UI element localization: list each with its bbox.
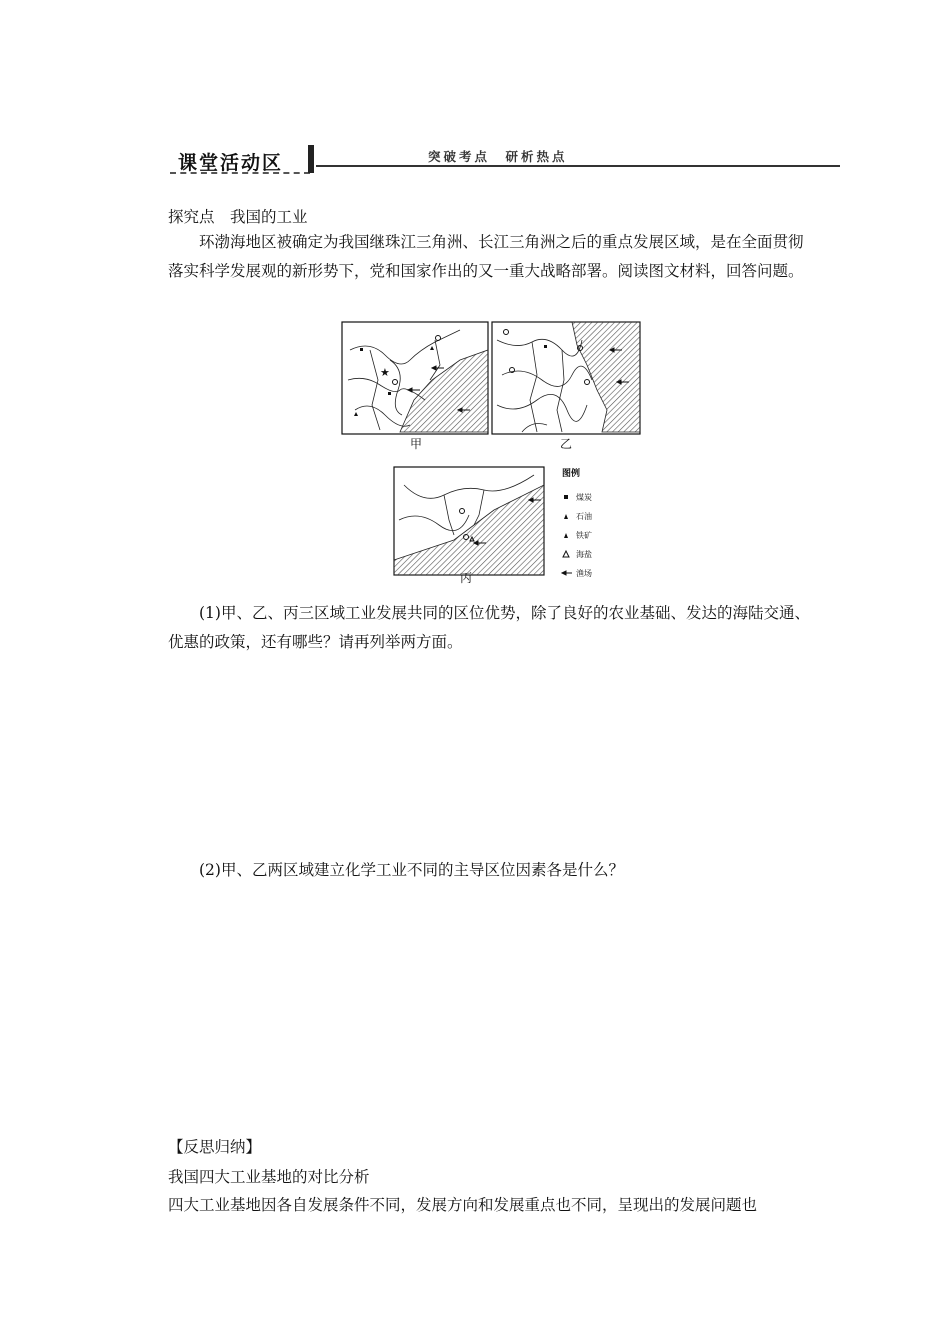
map-yi: [492, 322, 640, 434]
question-2: (2)甲、乙两区域建立化学工业不同的主导区位因素各是什么？: [199, 861, 624, 879]
summary-subheading: 我国四大工业基地的对比分析: [168, 1168, 370, 1186]
oil-icon: [564, 514, 568, 519]
svg-text:★: ★: [380, 366, 390, 379]
legend-item-salt: 海盐: [576, 550, 592, 559]
legend-item-coal: 煤炭: [576, 493, 592, 502]
banner-rule: [316, 165, 840, 167]
map-label-yi: 乙: [560, 437, 573, 451]
section-banner: [170, 143, 840, 177]
banner-dashed-underline: [170, 172, 310, 174]
summary-body: 四大工业基地因各自发展条件不同，发展方向和发展重点也不同，呈现出的发展问题也: [168, 1196, 758, 1214]
section-heading: 探究点 我国的工业: [168, 208, 308, 226]
legend-item-fishery: 渔场: [576, 569, 592, 578]
map-jia: [342, 322, 488, 434]
legend-title: 图例: [562, 469, 581, 479]
map-bing: [394, 467, 544, 575]
iron-ore-icon: [564, 533, 568, 538]
sea-salt-icon: [563, 551, 569, 557]
maps-svg: [340, 320, 650, 585]
banner-divider-bar: [308, 145, 314, 173]
legend-item-oil: 石油: [576, 512, 592, 521]
map-label-jia: 甲: [410, 437, 423, 451]
summary-heading: 【反思归纳】: [168, 1138, 262, 1156]
map-legend: [562, 467, 592, 578]
banner-title: 课堂活动区: [178, 152, 284, 174]
legend-item-iron: 铁矿: [576, 531, 592, 540]
map-label-bing: 丙: [460, 571, 473, 585]
fishery-icon: [562, 571, 572, 575]
coal-icon: [564, 495, 568, 499]
maps-figure: [340, 320, 650, 585]
banner-subtitle: 突破考点 研析热点: [428, 149, 568, 164]
section-intro: 环渤海地区被确定为我国继珠江三角洲、长江三角洲之后的重点发展区域，是在全面贯彻落实科学发展观的新形势下，党和国家作出的又一重大战略部署。阅读图文材料，回答问题。: [168, 233, 804, 280]
question-1: (1)甲、乙、丙三区域工业发展共同的区位优势，除了良好的农业基础、发达的海陆交通、优惠的政策，还有哪些？请再列举两方面。: [168, 604, 810, 651]
